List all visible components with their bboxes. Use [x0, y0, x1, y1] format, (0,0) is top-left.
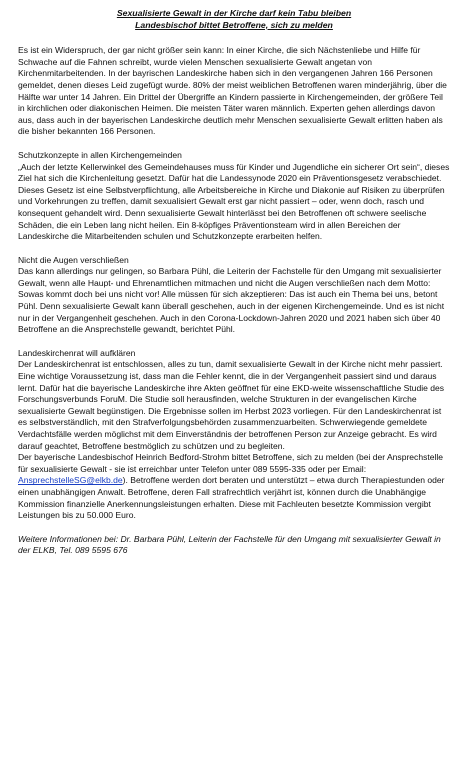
- headline-line-2: Landesbischof bittet Betroffene, sich zu melden: [135, 19, 333, 30]
- section-body-schutzkonzepte: „Auch der letzte Kellerwinkel des Gemeindehauses muss für Kinder und Jugendliche ein sicherer Ort sein“, dieses Ziel hat sich die Kirchenleitung gesetzt. Dafür hat die Landessynode 2020 ein Präventionsgesetz verabschiedet. Dieses Gesetz ist eine Selbstverpflichtung, alle Arbeitsbereiche in Kirche und Diakonie auf Risiken zu überprüfen und Vorkehrungen zu treffen, damit sexualisiert Gewalt erst gar nicht passiert – oder, wenn doch, rasch und konsequent gehandelt wird. Denn sexualisierte Gewalt hinterlässt bei den Betroffenen oft schwere seelische Schäden, die ein Leben lang nicht heilen. Ein 8-köpfiges Präventionsteam wird in allen Bereichen der Landeskirche die Mitarbeitenden schulen und Schutzkonzepte erarbeiten helfen.: [18, 161, 450, 242]
- section-body-landeskirchenrat: Der Landeskirchenrat ist entschlossen, alles zu tun, damit sexualisierte Gewalt in der Kirche nicht mehr passiert. Eine wichtige Voraussetzung ist, dass man die Fehler kennt, die in der Vergangenheit passiert sind und daraus lernt. Dafür hat die bayerische Landeskirche ihre Akten geöffnet für eine EKD-weite wissenschaftliche Studie des Forschungsverbunds ForuM. Die Studie soll herausfinden, welche Strukturen in der evangelischen Kirche sexualisierte Gewalt begünstigen. Die Ergebnisse sollen im Herbst 2023 vorliegen. Für den Landeskirchenrat ist es selbstverständlich, mit den Strafverfolgungsbehörden zusammenzuarbeiten. Schwerwiegende gemeldete Verdachtsfälle werden möglichst mit dem Einverständnis der betroffenen Person zur Anzeige gebracht. Es wird darauf geachtet, Betroffene bestmöglich zu schützen und zu begleiten.: [18, 359, 445, 451]
- section-body-augen: Das kann allerdings nur gelingen, so Barbara Pühl, die Leiterin der Fachstelle für den Umgang mit sexualisierter Gewalt, wenn alle Haupt- und Ehrenamtlichen mitmachen und nicht die Augen verschließen nach dem Motto: Sowas kommt doch bei uns nicht vor! Alle müssen für sich akzeptieren: Das ist auch ein Thema bei uns, betont Pühl. Denn sexualisierte Gewalt kann überall geschehen, auch in der eigenen Kirchengemeinde. Und es ist nicht nur in der Vergangenheit geschehen. Auch in den Corona-Lockdown-Jahren 2020 und 2021 haben sich über 40 Betroffene an die Ansprechstelle gewandt, berichtet Pühl.: [18, 266, 445, 335]
- headline-line-1: Sexualisierte Gewalt in der Kirche darf kein Tabu bleiben: [116, 8, 352, 18]
- intro-paragraph: Es ist ein Widerspruch, der gar nicht größer sein kann: In einer Kirche, die sich Nächstenliebe und Hilfe für Schwache auf die Fahnen schreibt, wurde vielen Menschen sexualisierte Gewalt angetan von Kirchenmitarbeitenden. In der bayrischen Landeskirche haben sich in den vergangenen Jahren 166 Personen gemeldet, denen dieses Leid zugefügt wurde. 80% der meist weiblichen Betroffenen waren minderjährig, über die Hälfte war unter 14 Jahren. Ein Drittel der Übergriffe an Kindern passierte in Kirchengemeinden, der größere Teil in kirchlichen oder diakonischen Heimen. Die meisten Täter waren männlich. Experten gehen allerdings davon aus, dass auch in der bayerischen Landeskirche deutlich mehr Menschen sexualisierte Gewalt erlitten haben als die bisher bekannten 166 Personen.: [18, 45, 447, 137]
- section-heading-schutzkonzepte: Schutzkonzepte in allen Kirchengemeinden: [18, 149, 182, 160]
- email-link[interactable]: AnsprechstelleSG@elkb.de: [18, 475, 123, 486]
- footer-info: Weitere Informationen bei: Dr. Barbara Pühl, Leiterin der Fachstelle für den Umgang mit sexualisierter Gewalt in der ELKB, Tel. 089 5595 676: [18, 533, 441, 556]
- headline: [18, 8, 450, 31]
- contact-text-after: ). Betroffene werden dort beraten und unterstützt – etwa durch Therapiestunden oder einen unabhängigen Anwalt. Betroffene, deren Fall strafrechtlich verjährt ist, können durch die Unabhängige Kommission finanzielle Anerkennungsleistungen erhalten. Diese mit Fachleuten besetzte Kommission vergibt Leistungen bis zu 50.000 Euro.: [18, 475, 445, 521]
- contact-text-before: Der bayerische Landesbischof Heinrich Bedford-Strohm bittet Betroffene, sich zu melden (bei der Ansprechstelle für sexualisierte Gewalt - sie ist erreichbar unter Telefon unter 089 5595-335 oder per Email:: [18, 452, 444, 474]
- section-heading-landeskirchenrat: Landeskirchenrat will aufklären: [18, 347, 136, 358]
- contact-paragraph: [18, 452, 450, 522]
- section-heading-augen: Nicht die Augen verschließen: [18, 254, 129, 265]
